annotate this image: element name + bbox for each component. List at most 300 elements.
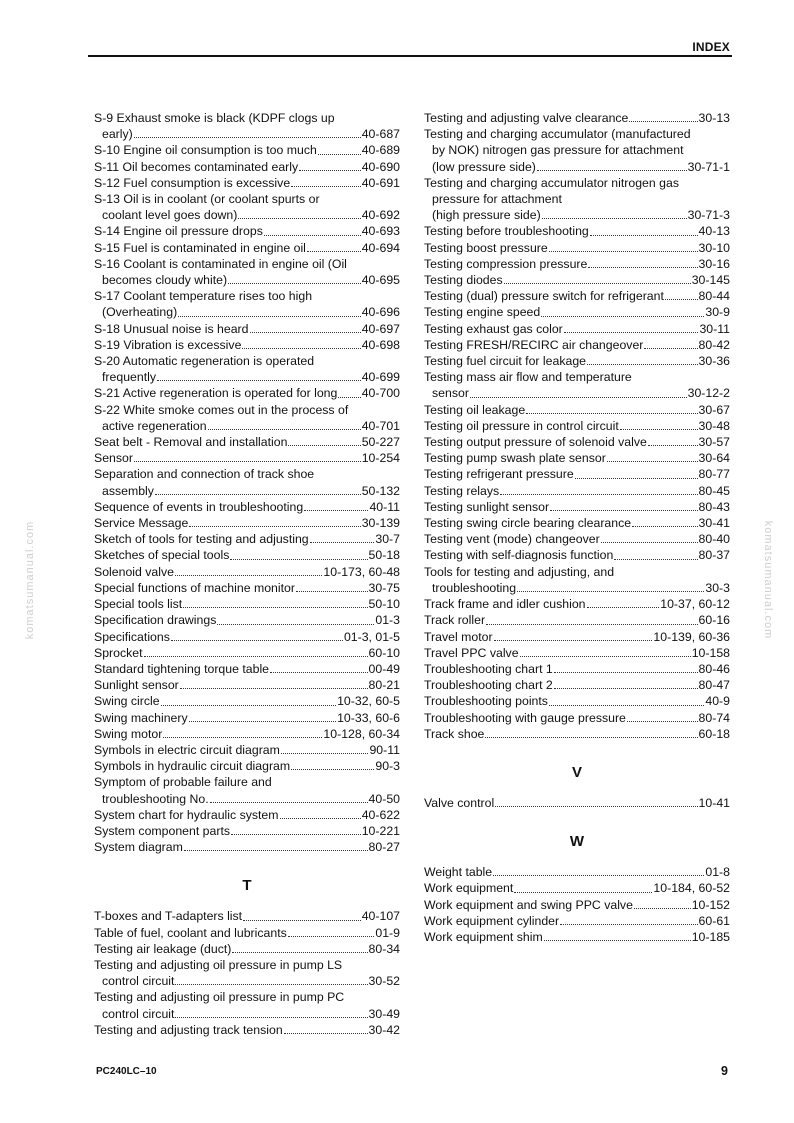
dot-leader	[228, 282, 361, 284]
index-entry-label: System chart for hydraulic system	[94, 807, 279, 822]
index-entry-label: S-12 Fuel consumption is excessive	[94, 175, 291, 190]
index-entry-row	[94, 531, 400, 547]
index-entry-row	[94, 1006, 400, 1022]
index-entry-label: Symbols in electric circuit diagram	[94, 742, 280, 757]
index-entry-row	[424, 110, 730, 126]
index-entry	[94, 191, 400, 223]
index-entry	[424, 110, 730, 126]
index-entry-label: Specification drawings	[94, 613, 217, 628]
index-entry-row	[94, 223, 400, 239]
index-entry-row	[424, 661, 730, 677]
index-entry-page: 30-64	[698, 451, 730, 466]
index-entry	[94, 908, 400, 924]
dot-leader	[587, 363, 698, 365]
dot-leader	[517, 590, 704, 592]
index-entry-text: S-17 Coolant temperature rises too high	[94, 289, 313, 304]
dot-leader	[175, 574, 322, 576]
index-entry-row	[424, 337, 730, 353]
index-entry-page: 80-44	[698, 289, 730, 304]
index-entry	[424, 240, 730, 256]
dot-leader	[180, 687, 368, 689]
dot-leader	[161, 704, 336, 706]
index-entry-page: 60-10	[368, 645, 400, 660]
index-entry-row	[424, 450, 730, 466]
watermark-right: komatsumanual.com	[762, 520, 774, 640]
index-entry-row	[94, 925, 400, 941]
index-entry	[424, 897, 730, 913]
index-entry-label: S-10 Engine oil consumption is too much	[94, 143, 317, 158]
index-entry-text: Separation and connection of track shoe	[94, 467, 315, 482]
index-entry	[94, 159, 400, 175]
index-entry-page: 30-9	[705, 305, 730, 320]
index-entry-label: Testing vent (mode) changeover	[424, 532, 600, 547]
index-entry-label: Testing boost pressure	[424, 240, 548, 255]
dot-leader	[288, 935, 375, 937]
index-entry-page: 80-34	[368, 941, 400, 956]
index-entry	[424, 596, 730, 612]
index-entry	[424, 321, 730, 337]
index-entry-row	[94, 126, 400, 142]
index-entry-label: Sketch of tools for testing and adjusting	[94, 532, 309, 547]
index-entry	[94, 402, 400, 434]
index-entry-text: S-9 Exhaust smoke is black (KDPF clogs up	[94, 111, 335, 125]
dot-leader	[564, 331, 699, 333]
index-entry-text: Testing mass air flow and temperature	[424, 370, 632, 385]
dot-leader	[627, 720, 698, 722]
header-rule	[88, 55, 732, 57]
index-entry-page: 10-33, 60-6	[337, 710, 400, 725]
index-entry	[424, 223, 730, 239]
index-entry	[94, 693, 400, 709]
index-entry-page: 30-13	[698, 111, 730, 125]
index-entry-row	[424, 795, 730, 811]
dot-leader	[310, 541, 375, 543]
index-entry-label: Service Message	[94, 516, 189, 531]
index-entry-page: 60-61	[698, 913, 730, 928]
dot-leader	[304, 509, 368, 511]
index-entry-text: Testing and charging accumulator (manufactured	[424, 127, 691, 142]
index-entry-row	[94, 515, 400, 531]
index-list-t-right	[424, 110, 730, 742]
index-entry-row	[424, 864, 730, 880]
index-entry-row	[94, 807, 400, 823]
index-entry-page: 30-41	[698, 516, 730, 531]
index-entry	[424, 629, 730, 645]
dot-leader	[544, 939, 691, 941]
index-list-s	[94, 110, 400, 855]
dot-leader	[495, 805, 697, 807]
index-entry-row	[424, 240, 730, 256]
index-entry-page: 10-128, 60-34	[323, 726, 400, 741]
index-entry-page: 80-43	[698, 499, 730, 514]
index-entry-label: troubleshooting No.	[102, 791, 209, 806]
index-entry-label: Seat belt - Removal and installation	[94, 435, 288, 450]
index-entry-label: Testing diodes	[424, 273, 503, 288]
index-entry-row	[424, 515, 730, 531]
index-entry-label: Travel motor	[424, 629, 493, 644]
dot-leader	[243, 919, 361, 921]
dot-leader	[537, 169, 687, 171]
dot-leader	[526, 412, 697, 414]
dot-leader	[175, 1016, 367, 1018]
index-entry-row	[424, 385, 730, 401]
index-entry	[424, 693, 730, 709]
index-entry-page: 30-52	[368, 974, 400, 989]
dot-leader	[270, 671, 368, 673]
dot-leader	[520, 655, 691, 657]
index-entry-label: Travel PPC valve	[424, 645, 519, 660]
index-entry-page: 01-8	[705, 865, 730, 880]
dot-leader	[155, 493, 361, 495]
dot-leader	[587, 606, 660, 608]
index-entry-label: Testing fuel circuit for leakage	[424, 354, 586, 369]
index-entry	[94, 989, 400, 1021]
index-entry-label: Testing (dual) pressure switch for refrigerant	[424, 289, 664, 304]
index-entry-label: Swing motor	[94, 726, 163, 741]
index-entry	[94, 758, 400, 774]
index-entry	[424, 288, 730, 304]
index-entry-page: 01-3, 01-5	[343, 629, 400, 644]
index-entry-page: 10-37, 60-12	[660, 597, 730, 612]
index-entry	[424, 913, 730, 929]
index-entry-label: Special tools list	[94, 597, 183, 612]
index-entry-label: active regeneration	[102, 418, 207, 433]
index-entry	[424, 483, 730, 499]
index-entry	[424, 864, 730, 880]
index-entry-row	[424, 531, 730, 547]
index-entry-page: 30-11	[699, 321, 730, 336]
index-entry	[424, 547, 730, 563]
index-entry	[424, 304, 730, 320]
index-entry-row	[94, 159, 400, 175]
index-entry-label: Testing and adjusting valve clearance	[424, 111, 629, 125]
index-entry-row	[424, 693, 730, 709]
index-entry-label: Testing oil pressure in control circuit	[424, 418, 619, 433]
index-entry-row	[424, 483, 730, 499]
index-entry-page: 40-695	[361, 273, 400, 288]
dot-leader	[541, 315, 704, 317]
index-entry-page: 30-71-1	[687, 159, 730, 174]
dot-leader	[485, 736, 697, 738]
index-entry	[94, 434, 400, 450]
dot-leader	[607, 460, 698, 462]
index-list-v	[424, 795, 730, 811]
index-entry	[424, 929, 730, 945]
index-entry-page: 40-689	[361, 143, 400, 158]
index-entry	[424, 726, 730, 742]
index-entry-page: 40-622	[361, 807, 400, 822]
dot-leader	[210, 801, 368, 803]
dot-leader	[632, 525, 697, 527]
dot-leader	[163, 736, 322, 738]
index-entry-label: becomes cloudy white)	[102, 273, 228, 288]
index-entry	[424, 434, 730, 450]
index-entry	[94, 807, 400, 823]
index-entry	[424, 661, 730, 677]
index-entry-page: 40-697	[361, 321, 400, 336]
index-entry	[94, 957, 400, 989]
index-entry-label: Sequence of events in troubleshooting	[94, 499, 304, 514]
index-entry-label: S-15 Fuel is contaminated in engine oil	[94, 240, 306, 255]
index-entry-row	[94, 450, 400, 466]
index-entry	[94, 450, 400, 466]
index-entry-label: Testing relays	[424, 483, 500, 498]
index-entry-label: Work equipment shim	[424, 929, 543, 944]
index-entry-row	[94, 677, 400, 693]
index-entry-label: control circuit	[102, 1006, 175, 1021]
index-entry-label: Testing swing circle bearing clearance	[424, 516, 632, 531]
index-entry-label: Testing sunlight sensor	[424, 499, 550, 514]
dot-leader	[175, 983, 367, 985]
section-heading-t: T	[242, 877, 252, 895]
index-entry-page: 01-9	[375, 925, 400, 940]
index-entry-label: Track roller	[424, 613, 486, 628]
index-entry-row	[94, 272, 400, 288]
section-heading-v: V	[571, 763, 582, 781]
index-entry-label: Testing air leakage (duct)	[94, 941, 232, 956]
index-entry	[94, 142, 400, 158]
index-entry-text: Tools for testing and adjusting, and	[424, 564, 615, 579]
index-list-w	[424, 864, 730, 945]
index-entry-page: 60-18	[698, 726, 730, 741]
index-entry-page: 80-46	[698, 661, 730, 676]
dot-leader	[281, 752, 369, 754]
footer-page-number: 9	[721, 1064, 728, 1078]
dot-leader	[230, 558, 367, 560]
index-entry-label: Work equipment	[424, 881, 514, 896]
index-entry-page: 30-10	[698, 240, 730, 255]
index-entry	[94, 564, 400, 580]
dot-leader	[231, 833, 361, 835]
dot-leader	[550, 509, 697, 511]
dot-leader	[470, 396, 687, 398]
index-entry-page: 80-77	[698, 467, 730, 482]
index-entry-row	[424, 434, 730, 450]
dot-leader	[296, 590, 368, 592]
index-entry-page: 30-139	[361, 516, 400, 531]
index-entry-row	[94, 547, 400, 563]
index-entry-text: by NOK) nitrogen gas pressure for attachment	[432, 143, 684, 158]
index-entry-row	[424, 547, 730, 563]
dot-leader	[134, 136, 361, 138]
index-entry-label: Testing before troubleshooting	[424, 224, 589, 239]
index-entry-page: 10-184, 60-52	[653, 881, 730, 896]
dot-leader	[648, 444, 698, 446]
index-entry-page: 10-185	[691, 929, 730, 944]
index-entry-page: 40-699	[361, 370, 400, 385]
index-entry-row	[94, 369, 400, 385]
index-entry	[94, 531, 400, 547]
dot-leader	[514, 891, 652, 893]
index-entry-page: 40-701	[361, 418, 400, 433]
index-entry-page: 10-221	[361, 823, 400, 838]
dot-leader	[291, 768, 374, 770]
index-entry-page: 10-152	[691, 897, 730, 912]
index-entry	[424, 256, 730, 272]
index-entry-label: T-boxes and T-adapters list	[94, 909, 243, 924]
index-entry-page: 50-10	[368, 597, 400, 612]
index-entry-row	[94, 612, 400, 628]
index-entry-label: Testing pump swash plate sensor	[424, 451, 606, 466]
index-entry-row	[94, 941, 400, 957]
index-entry-row	[94, 175, 400, 191]
index-entry	[424, 564, 730, 596]
index-entry-label: Testing with self-diagnosis function	[424, 548, 614, 563]
dot-leader	[189, 525, 360, 527]
index-entry	[94, 288, 400, 320]
index-entry	[424, 369, 730, 401]
index-entry-page: 30-57	[698, 435, 730, 450]
index-entry	[94, 580, 400, 596]
index-entry-label: Testing refrigerant pressure	[424, 467, 574, 482]
index-entry	[94, 256, 400, 288]
index-entry-label: troubleshooting	[432, 580, 517, 595]
index-entry	[94, 839, 400, 855]
dot-leader	[486, 623, 698, 625]
index-entry-text: Testing and charging accumulator nitrogen gas	[424, 175, 679, 190]
index-entry-page: 80-37	[698, 548, 730, 563]
index-entry	[424, 418, 730, 434]
index-entry-page: 30-12-2	[687, 386, 730, 401]
dot-leader	[232, 951, 367, 953]
index-entry-page: 40-692	[361, 208, 400, 223]
index-entry-row	[94, 580, 400, 596]
index-entry-row	[94, 726, 400, 742]
index-entry-label: Testing oil leakage	[424, 402, 526, 417]
index-entry-page: 40-11	[369, 499, 400, 514]
index-entry-label: Testing and adjusting track tension	[94, 1022, 283, 1037]
index-entry-label: Work equipment cylinder	[424, 913, 560, 928]
index-entry-label: Symbols in hydraulic circuit diagram	[94, 759, 291, 774]
index-entry-label: Track shoe	[424, 726, 485, 741]
index-entry-page: 30-71-3	[687, 208, 730, 223]
index-entry-label: Testing engine speed	[424, 305, 541, 320]
index-entry-row	[424, 897, 730, 913]
index-list-t-left	[94, 908, 400, 1038]
index-entry-row	[94, 823, 400, 839]
index-entry-label: Sunlight sensor	[94, 678, 179, 693]
index-entry-page: 80-27	[368, 840, 400, 855]
index-entry-page: 10-32, 60-5	[337, 694, 400, 709]
index-entry-page: 40-698	[361, 337, 400, 352]
dot-leader	[629, 120, 697, 122]
index-entry-page: 90-3	[375, 759, 400, 774]
index-entry-row	[424, 272, 730, 288]
index-entry-label: S-18 Unusual noise is heard	[94, 321, 249, 336]
dot-leader	[242, 347, 360, 349]
index-entry	[94, 677, 400, 693]
index-entry	[94, 742, 400, 758]
index-entry-row	[94, 839, 400, 855]
index-entry-label: Special functions of machine monitor	[94, 580, 295, 595]
dot-leader	[575, 477, 698, 479]
index-entry-page: 50-227	[361, 435, 400, 450]
index-entry-page: 10-173, 60-48	[323, 564, 400, 579]
index-entry-row	[424, 288, 730, 304]
index-column-left	[94, 110, 400, 1038]
index-entry-page: 40-690	[361, 159, 400, 174]
index-entry-page: 30-145	[691, 273, 730, 288]
index-entry-row	[94, 207, 400, 223]
index-entry	[424, 466, 730, 482]
index-entry-page: 40-696	[361, 305, 400, 320]
index-entry-label: Sprocket	[94, 645, 143, 660]
index-entry-label: Troubleshooting chart 2	[424, 678, 553, 693]
index-entry-label: Testing output pressure of solenoid valve	[424, 435, 647, 450]
index-entry-row	[424, 353, 730, 369]
index-entry-page: 01-3	[375, 613, 400, 628]
index-entry	[94, 175, 400, 191]
index-entry-row	[94, 321, 400, 337]
index-entry-text: Testing and adjusting oil pressure in pump PC	[94, 990, 345, 1005]
index-entry-label: coolant level goes down)	[102, 208, 238, 223]
index-entry-label: Troubleshooting points	[424, 694, 548, 709]
dot-leader	[554, 687, 698, 689]
dot-leader	[284, 1032, 368, 1034]
index-entry-label: (low pressure side)	[432, 159, 536, 174]
dot-leader	[288, 444, 360, 446]
footer-model: PC240LC–10	[96, 1066, 157, 1077]
index-entry	[424, 450, 730, 466]
index-entry	[424, 645, 730, 661]
watermark-left: komatsumanual.com	[24, 520, 36, 640]
dot-leader	[549, 250, 698, 252]
dot-leader	[588, 266, 697, 268]
index-entry	[424, 402, 730, 418]
dot-leader	[307, 250, 361, 252]
index-entry	[424, 272, 730, 288]
index-entry-page: 00-49	[368, 661, 400, 676]
index-entry-label: (high pressure side)	[432, 208, 541, 223]
index-entry	[94, 774, 400, 806]
index-entry-row	[94, 434, 400, 450]
index-entry-page: 30-36	[698, 354, 730, 369]
index-entry-row	[424, 321, 730, 337]
index-entry-label: Track frame and idler cushion	[424, 597, 586, 612]
index-entry-page: 10-139, 60-36	[653, 629, 730, 644]
index-entry-row	[94, 693, 400, 709]
dot-leader	[601, 541, 698, 543]
index-entry-label: Swing circle	[94, 694, 160, 709]
index-entry-row	[424, 223, 730, 239]
index-entry-row	[424, 929, 730, 945]
dot-leader	[665, 298, 698, 300]
index-entry-page: 40-13	[698, 224, 730, 239]
index-entry	[94, 547, 400, 563]
index-entry-label: Specifications	[94, 629, 170, 644]
index-entry-row	[424, 629, 730, 645]
index-entry-page: 30-7	[375, 532, 400, 547]
index-entry-label: Troubleshooting chart 1	[424, 661, 553, 676]
index-entry-row	[94, 791, 400, 807]
index-entry-row	[424, 580, 730, 596]
index-entry-text: S-20 Automatic regeneration is operated	[94, 354, 315, 369]
index-entry-page: 40-687	[361, 127, 400, 142]
index-entry-page: 10-254	[361, 451, 400, 466]
index-entry-page: 30-42	[368, 1022, 400, 1037]
index-entry	[424, 531, 730, 547]
index-entry-label: frequently	[102, 370, 157, 385]
index-entry	[94, 353, 400, 385]
index-entry-label: Weight table	[424, 865, 493, 880]
index-entry-row	[94, 629, 400, 645]
index-entry-row	[94, 596, 400, 612]
index-entry-row	[424, 499, 730, 515]
index-entry	[94, 515, 400, 531]
index-entry-row	[424, 612, 730, 628]
index-entry	[94, 645, 400, 661]
index-entry-row	[94, 645, 400, 661]
